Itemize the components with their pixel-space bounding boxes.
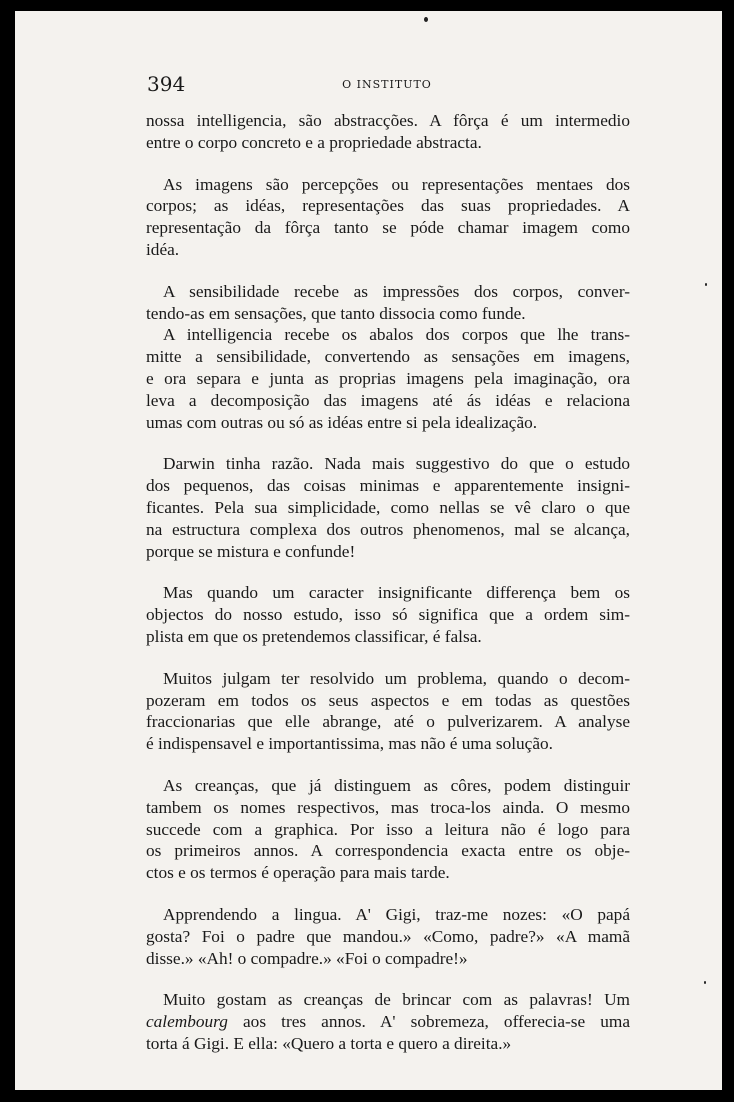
- running-title: O INSTITUTO: [342, 78, 432, 91]
- paragraph: [146, 775, 630, 884]
- text-line: ficantes. Pela sua simplicidade, como nellas se vê claro o que: [146, 497, 630, 517]
- ink-speck: [705, 283, 707, 286]
- text-line: A intelligencia recebe os abalos dos corpos que lhe trans-: [163, 325, 630, 345]
- text-line: e ora separa e junta as proprias imagens pela imaginação, ora: [146, 368, 630, 388]
- line-rest: aos tres annos. A' sobremeza, offerecia-se uma: [243, 1012, 630, 1032]
- text-line: representação da fôrça tanto se póde chamar imagem como: [146, 218, 630, 238]
- text-line: [146, 1011, 630, 1033]
- text-line: A sensibilidade recebe as impressões dos corpos, conver-: [163, 281, 630, 301]
- text-line: plista em que os pretendemos classificar, é falsa.: [146, 626, 482, 646]
- page-body: [146, 110, 630, 1075]
- text-line: na estructura complexa dos outros phenomenos, mal se alcança,: [146, 519, 630, 539]
- text-line: entre o corpo concreto e a propriedade abstracta.: [146, 132, 482, 152]
- text-line: leva a decomposição das imagens até ás idéas e relaciona: [146, 390, 630, 410]
- paragraph: [146, 668, 630, 755]
- paragraph: [146, 989, 630, 1054]
- text-line: As imagens são percepções ou representações mentaes dos: [163, 174, 630, 194]
- text-line: nossa intelligencia, são abstracções. A fôrça é um intermedio: [146, 111, 630, 130]
- text-line: gosta? Foi o padre que mandou.» «Como, padre?» «A mamã: [146, 926, 630, 946]
- text-line: corpos; as idéas, representações das suas propriedades. A: [146, 196, 630, 216]
- italic-word: calembourg: [146, 1012, 228, 1032]
- paragraph: [146, 904, 630, 969]
- page-number: 394: [147, 72, 186, 96]
- text-line: Mas quando um caracter insignificante differença bem os: [163, 583, 630, 603]
- page-header: [147, 72, 627, 102]
- text-line: Muitos julgam ter resolvido um problema, quando o decom-: [163, 668, 630, 688]
- text-line: succede com a graphica. Por isso a leitura não é logo para: [146, 819, 630, 839]
- text-line: umas com outras ou só as idéas entre si pela idealização.: [146, 412, 538, 432]
- ink-speck: [424, 17, 428, 22]
- text-line: Muito gostam as creanças de brincar com as palavras! Um: [163, 990, 630, 1010]
- text-line: pozeram em todos os seus aspectos e em todas as questões: [146, 690, 630, 710]
- ink-speck: [704, 981, 706, 984]
- text-line: idéa.: [146, 239, 180, 259]
- paragraph: [146, 582, 630, 647]
- paragraph: [146, 174, 630, 261]
- paragraph: [146, 324, 630, 433]
- text-line: objectos do nosso estudo, isso só significa que a ordem sim-: [146, 605, 630, 625]
- text-line: os primeiros annos. A correspondencia exacta entre os obje-: [146, 841, 630, 861]
- text-line: Darwin tinha razão. Nada mais suggestivo do que o estudo: [163, 454, 630, 474]
- text-line: ctos e os termos é operação para mais tarde.: [146, 863, 450, 883]
- text-line: dos pequenos, das coisas minimas e apparentemente insigni-: [146, 476, 630, 496]
- text-line: mitte a sensibilidade, convertendo as sensações em imagens,: [146, 347, 630, 367]
- paragraph: [146, 110, 630, 154]
- text-line: tambem os nomes respectivos, mas troca-los ainda. O mesmo: [146, 797, 630, 817]
- text-line: As creanças, que já distinguem as côres, podem distinguir: [163, 775, 630, 795]
- paragraph: [146, 453, 630, 562]
- text-line: tendo-as em sensações, que tanto dissocia como funde.: [146, 303, 526, 323]
- paragraph: [146, 281, 630, 325]
- text-line: fraccionarias que elle abrange, até o pulverizarem. A analyse: [146, 712, 630, 732]
- text-line: Apprendendo a lingua. A' Gigi, traz-me nozes: «O papá: [163, 904, 630, 924]
- text-line: porque se mistura e confunde!: [146, 541, 356, 561]
- text-line: torta á Gigi. E ella: «Quero a torta e quero a direita.»: [146, 1033, 512, 1053]
- text-line: é indispensavel e importantissima, mas não é uma solução.: [146, 734, 553, 754]
- text-line: disse.» «Ah! o compadre.» «Foi o compadre!»: [146, 948, 468, 968]
